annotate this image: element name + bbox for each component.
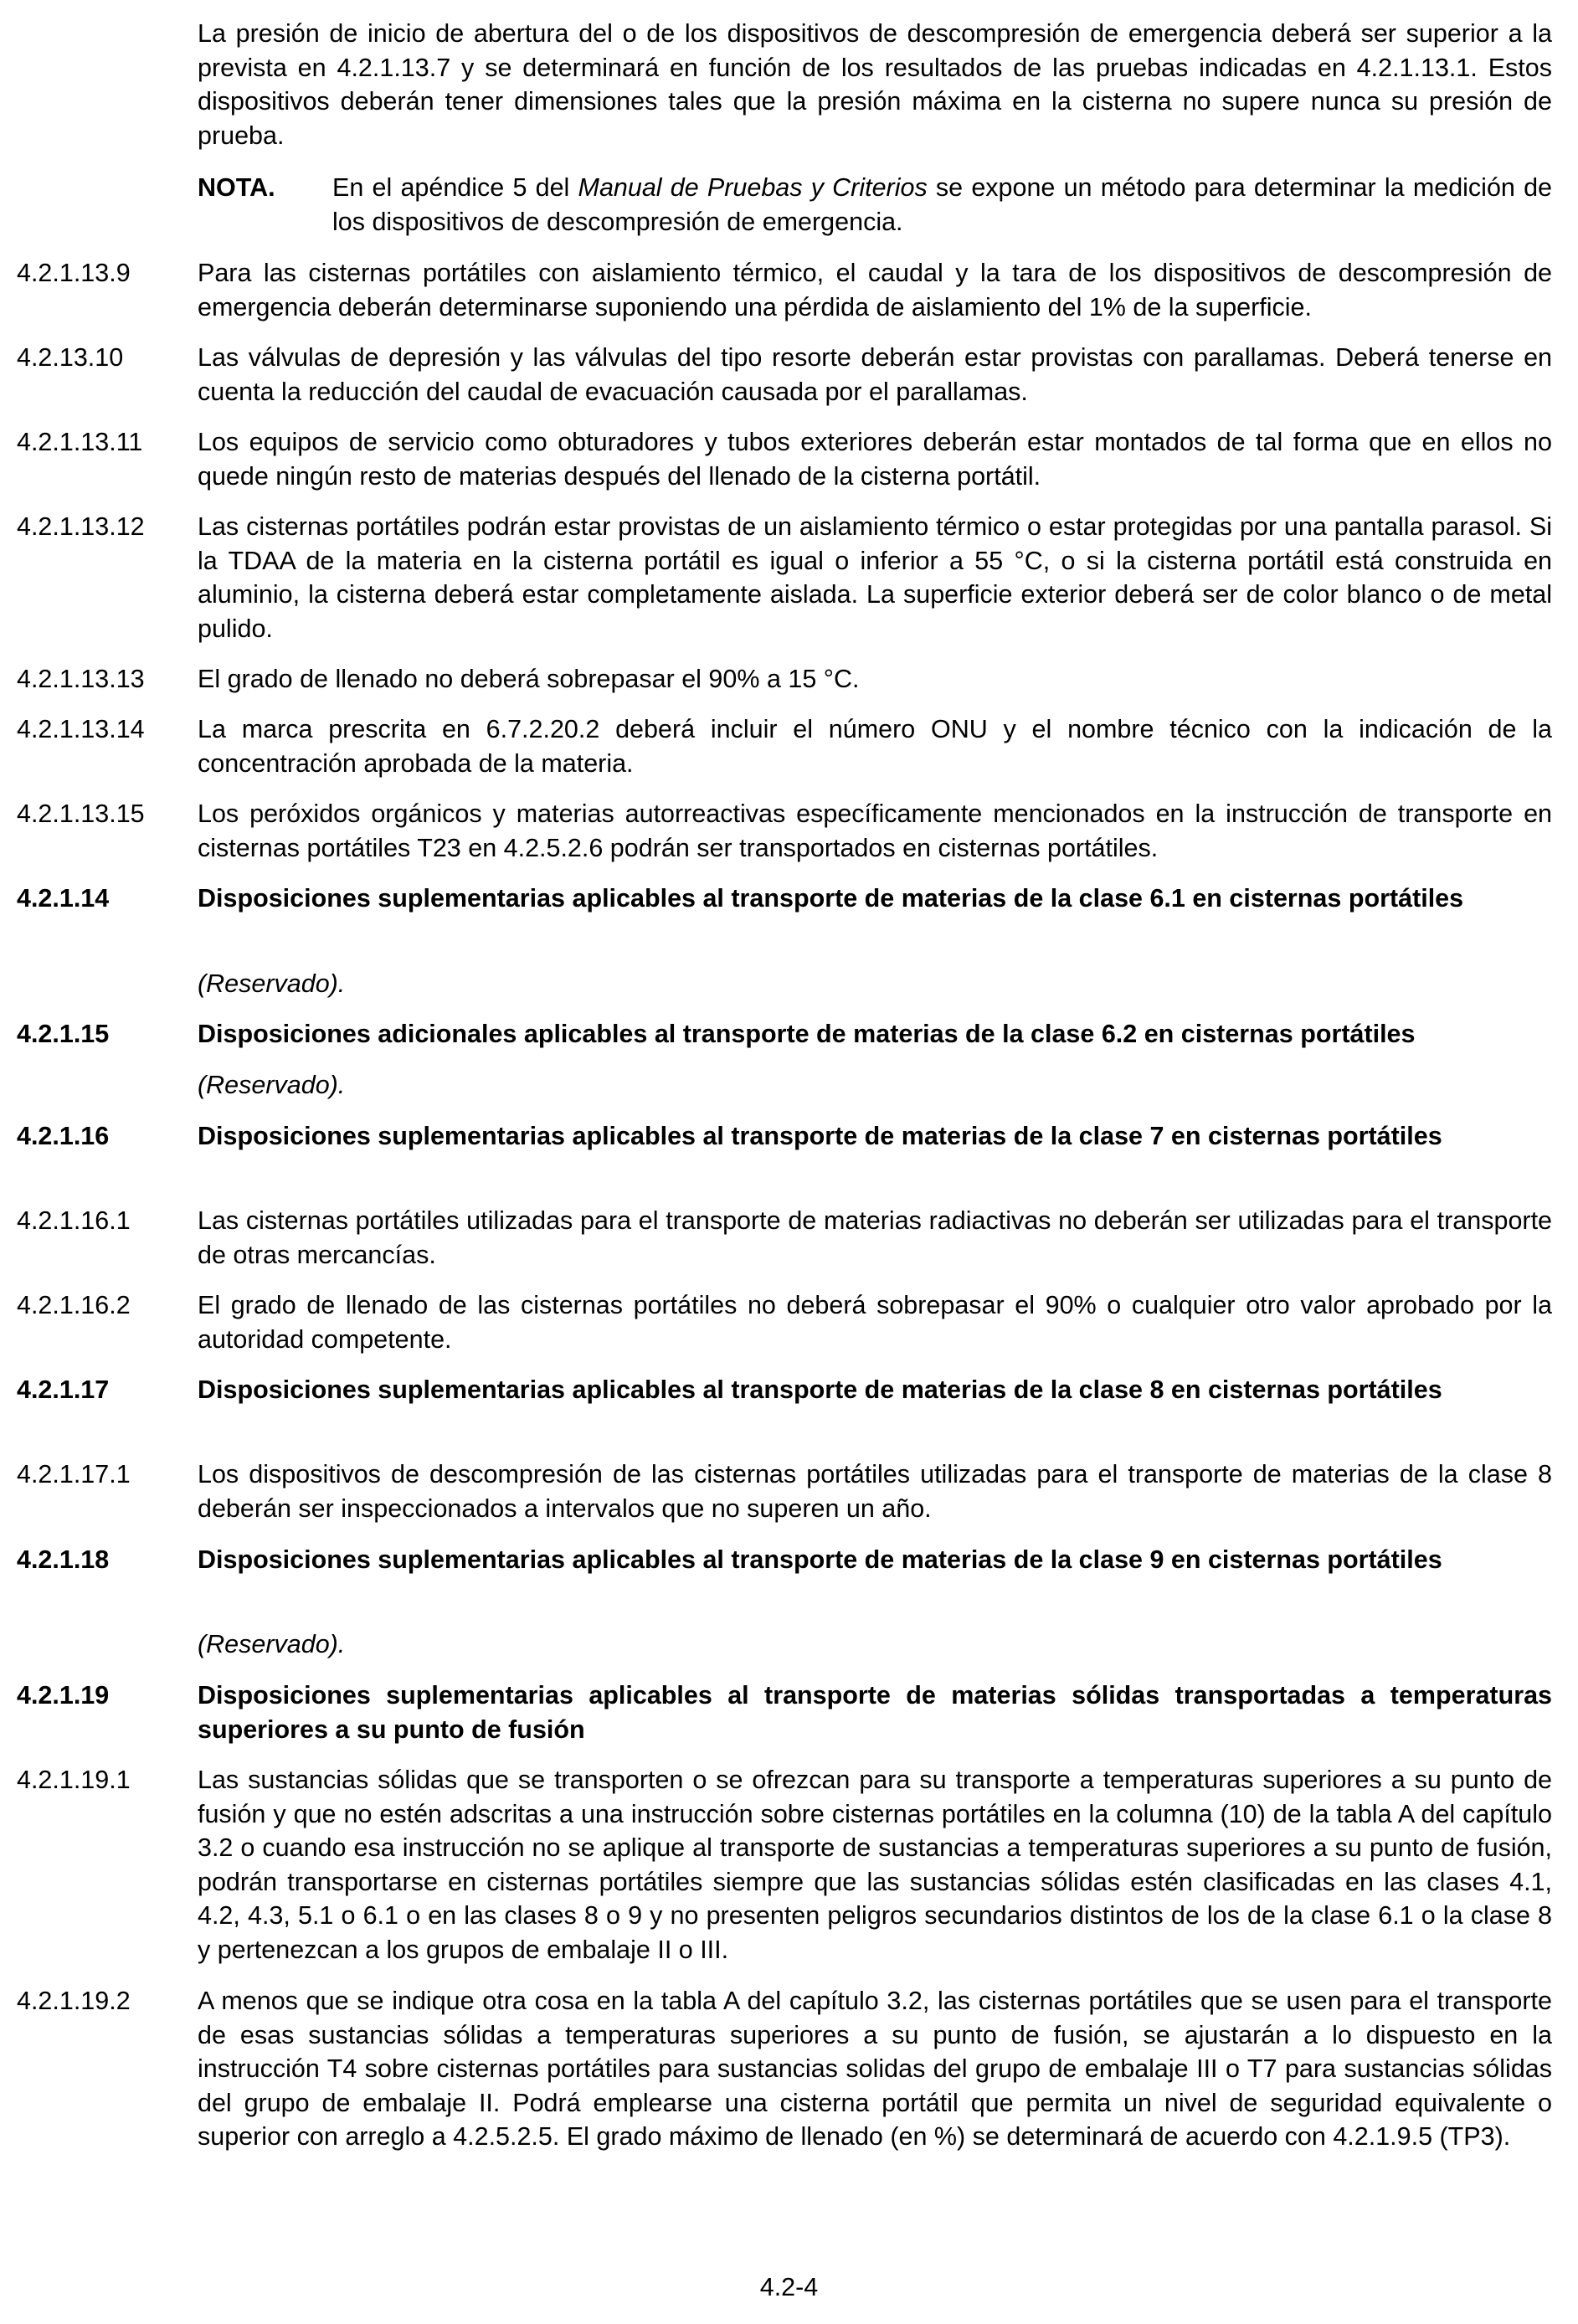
section-number: 4.2.1.14 [17, 884, 110, 913]
section-text: El grado de llenado de las cisternas portátiles no deberá sobrepasar el 90% o cualquier otro valor aprobado por la autoridad competente. [198, 1291, 1552, 1354]
section-text: Las cisternas portátiles podrán estar provistas de un aislamiento térmico o estar protegidas por una pantalla parasol. Si la TDAA de la materia en la cisterna portátil es igual o inferior a 55 °C, o si la cisterna portátil está construida en aluminio, la cisterna deberá estar completamente aislada. La superficie exterior deberá ser de color blanco o de metal pulido. [198, 512, 1552, 643]
section-heading: Disposiciones suplementarias aplicables al transporte de materias de la clase 8 en cisternas portátiles [198, 1375, 1442, 1404]
reserved-text: (Reservado). [198, 969, 346, 998]
section-number: 4.2.1.17.1 [17, 1460, 131, 1488]
section-text: Las sustancias sólidas que se transporten o se ofrezcan para su transporte a temperaturas superiores a su punto de fusión y que no estén adscritas a una instrucción sobre cisternas portátiles en la columna (10) de la tabla A del capítulo 3.2 o cuando esa instrucción no se aplique al transporte de sustancias a temperaturas superiores a su punto de fusión, podrán transportarse en cisternas portátiles siempre que las sustancias sólidas estén clasificadas en las clases 4.1, 4.2, 4.3, 5.1 o 6.1 o en las clases 8 o 9 y no presenten peligros secundarios distintos de los de la clase 6.1 o la clase 8 y pertenezcan a los grupos de embalaje II o III. [198, 1766, 1552, 1964]
note-text-italic: Manual de Pruebas y Criterios [578, 173, 928, 202]
paragraph-text: La presión de inicio de abertura del o de los dispositivos de descompresión de emergencia deberá ser superior a la prevista en 4.2.1.13.7 y se determinará en función de los resultados de las pruebas indicadas en 4.2.1.13.1. Estos dispositivos deberán tener dimensiones tales que la presión máxima en la cisterna no supere nunca su presión de prueba. [198, 19, 1552, 150]
section-number: 4.2.1.19.2 [17, 1987, 131, 2015]
section-number: 4.2.1.13.14 [17, 715, 145, 743]
section-text: Las cisternas portátiles utilizadas para el transporte de materias radiactivas no deberán ser utilizadas para el transporte de otras mercancías. [198, 1206, 1552, 1269]
section-heading: Disposiciones suplementarias aplicables al transporte de materias de la clase 6.1 en cisternas portátiles [198, 884, 1464, 913]
section-number: 4.2.1.18 [17, 1545, 110, 1574]
section-text: Para las cisternas portátiles con aislamiento térmico, el caudal y la tara de los dispositivos de descompresión de emergencia deberán determinarse suponiendo una pérdida de aislamiento del 1% de la superficie. [198, 259, 1552, 321]
section-number: 4.2.1.13.12 [17, 512, 145, 541]
page-number: 4.2-4 [759, 2273, 819, 2301]
section-number: 4.2.1.13.9 [17, 259, 131, 287]
section-number: 4.2.1.17 [17, 1375, 110, 1404]
note-text-pre: En el apéndice 5 del [332, 173, 578, 202]
note-label: NOTA. [198, 173, 275, 202]
section-heading: Disposiciones adicionales aplicables al transporte de materias de la clase 6.2 en cisternas portátiles [198, 1020, 1416, 1048]
section-text: Los peróxidos orgánicos y materias autorreactivas específicamente mencionados en la instrucción de transporte en cisternas portátiles T23 en 4.2.5.2.6 podrán ser transportados en cisternas portátiles. [198, 800, 1552, 862]
section-text: Los equipos de servicio como obturadores y tubos exteriores deberán estar montados de tal forma que en ellos no quede ningún resto de materias después del llenado de la cisterna portátil. [198, 428, 1552, 491]
section-number: 4.2.1.15 [17, 1020, 110, 1048]
section-text: Las válvulas de depresión y las válvulas del tipo resorte deberán estar provistas con parallamas. Deberá tenerse en cuenta la reducción del caudal de evacuación causada por el parallamas. [198, 343, 1552, 406]
section-heading: Disposiciones suplementarias aplicables al transporte de materias sólidas transportadas a temperaturas superiores a su punto de fusión [198, 1681, 1552, 1744]
reserved-text: (Reservado). [198, 1630, 346, 1658]
section-number: 4.2.1.13.15 [17, 800, 145, 828]
note-text-post: se expone un método para determinar la medición de los dispositivos de descompresión de emergencia. [332, 173, 1553, 236]
section-heading: Disposiciones suplementarias aplicables al transporte de materias de la clase 7 en cisternas portátiles [198, 1122, 1442, 1150]
section-number: 4.2.1.16.1 [17, 1206, 131, 1235]
section-number: 4.2.1.13.13 [17, 665, 145, 693]
section-heading: Disposiciones suplementarias aplicables al transporte de materias de la clase 9 en cisternas portátiles [198, 1545, 1442, 1574]
section-text: Los dispositivos de descompresión de las cisternas portátiles utilizadas para el transporte de materias de la clase 8 deberán ser inspeccionados a intervalos que no superen un año. [198, 1460, 1552, 1523]
section-number: 4.2.1.16 [17, 1122, 110, 1150]
section-text: El grado de llenado no deberá sobrepasar el 90% a 15 °C. [198, 665, 860, 693]
section-text: La marca prescrita en 6.7.2.20.2 deberá incluir el número ONU y el nombre técnico con la indicación de la concentración aprobada de la materia. [198, 715, 1552, 778]
section-number: 4.2.1.16.2 [17, 1291, 131, 1319]
section-number: 4.2.13.10 [17, 343, 124, 372]
section-number: 4.2.1.13.11 [17, 428, 143, 456]
section-text: A menos que se indique otra cosa en la tabla A del capítulo 3.2, las cisternas portátiles que se usen para el transporte de esas sustancias sólidas a temperaturas superiores a su punto de fusión, se ajustarán a lo dispuesto en la instrucción T4 sobre cisternas portátiles para sustancias solidas del grupo de embalaje III o T7 para sustancias sólidas del grupo de embalaje II. Podrá emplearse una cisterna portátil que permita un nivel de seguridad equivalente o superior con arreglo a 4.2.5.2.5. El grado máximo de llenado (en %) se determinará de acuerdo con 4.2.1.9.5 (TP3). [198, 1987, 1552, 2151]
reserved-text: (Reservado). [198, 1071, 346, 1099]
note-text [332, 171, 1552, 239]
section-number: 4.2.1.19 [17, 1681, 110, 1710]
section-number: 4.2.1.19.1 [17, 1766, 131, 1794]
